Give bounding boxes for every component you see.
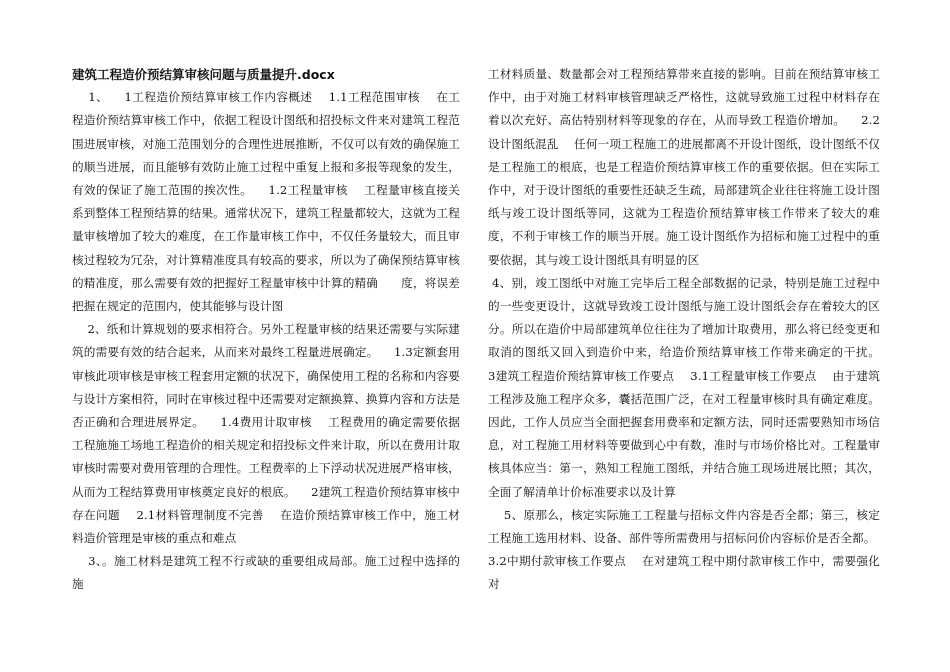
paragraph-2: 2、纸和计算规划的要求相符合。另外工程量审核的结果还需要与实际建筑的需要有效的结合起来，从而来对最终工程量进展确定。 1.3定额套用审核此项审核是审核工程套用定额的状况下，确保使用工程的名称和内容要与设计方案相符，同时在审核过程中还需要对定额换算、换算内容和方法是否正确和合理进展界定。 1.4费用计取审核 工程费用的确定需要依据工程施施工场地工程造价的相关规定和招投标文件来计取，所以在费用计取审核时需要对费用管理的合理性。工程费率的上下浮动状况进展严格审核，从而为工程结算费用审核奠定良好的根底。 2建筑工程造价预结算审核中存在问题 2.1材料管理制度不完善 在造价预结算审核工作中，施工材料造价管理是审核的重点和难点 bbox=[72, 322, 460, 546]
paragraph-6: 3.2中期付款审核工作要点 在对建筑工程中期付款审核工作中，需要强化对 bbox=[488, 554, 880, 592]
paragraph-4: 4、别，竣工图纸中对施工完毕后工程全部数据的记录，特别是施工过程中的一些变更设计，这就导致竣工设计图纸与施工设计图纸会存在着较大的区分。所以在造价中局部建筑单位往往为了增加计取费用，那么将已经变更和取消的图纸又回入到造价中来，给造价预结算审核工作带来确定的干扰。 3建筑工程造价预结算审核工作要点 3.1工程量审核工作要点 由于建筑工程涉及施工程序众多，囊括范围广泛，在对工程量审核时具有确定难度。因此，工作人员应当全面把握套用费率和定额方法，同时还需要熟知市场信息，对工程施工用材料等要做到心中有数，准时与市场价格比对。工程量审核具体应当：第一，熟知工程施工图纸，并结合施工现场进展比照；其次，全面了解清单计价标准要求以及计算 bbox=[488, 275, 896, 499]
paragraph-3-continued: 工材料质量、数量都会对工程预结算带来直接的影响。目前在预结算审核工作中，由于对施工材料审核管理缺乏严格性，这就导致施工过程中材料存在着以次充好、高估特别材料等现象的存在，从而导致工程造价增加。 2.2设计图纸混乱 任何一项工程施工的进展都离不开设计图纸，设计图纸不仅是工程施工的根底，也是工程造价预结算审核工作的重要依据。但在实际工作中，对于设计图纸的重要性还缺乏生疏，局部建筑企业往往将施工设计图纸与竣工设计图纸等同，这就为工程造价预结算审核工作带来了较大的难度，不利于审核工作的顺当开展。施工设计图纸作为招标和施工过程中的重要依据，其与竣工设计图纸具有明显的区 bbox=[488, 67, 880, 267]
document-title: 建筑工程造价预结算审核问题与质量提升.docx bbox=[72, 67, 335, 82]
paragraph-1: 1、 1工程造价预结算审核工作内容概述 1.1工程范围审核 在工程造价预结算审核工作中，依据工程设计图纸和招投标文件来对建筑工程范围进展审核，对施工范围划分的合理性进展推断，不仅可以有效的确保施工的顺当进展，而且能够有效防止施工过程中重复上报和多报等现象的发生，有效的保证了施工范围的挨次性。 1.2工程量审核 工程量审核直接关系到整体工程预结算的结果。通常状况下，建筑工程量都较大，这就为工程量审核增加了较大的难度，在工作量审核工作中，不仅任务量较大，而且审核过程较为冗杂，对计算精准度具有较高的要求，所以为了确保预结算审核的精准度，那么需要有效的把握好工程量审核中计算的精确 度，将误差把握在规定的范围内，使其能够与设计图 bbox=[72, 90, 460, 314]
right-column bbox=[488, 63, 896, 597]
left-column bbox=[72, 63, 460, 597]
paragraph-3: 3、。施工材料是建筑工程不行或缺的重要组成局部。施工过程中选择的施 bbox=[72, 554, 461, 592]
paragraph-5: 5、原那么，核定实际施工工程量与招标文件内容是否全都；第三，核定工程施工选用材料、设备、部件等所需费用与招标问价内容标价是否全都。 bbox=[488, 507, 880, 546]
